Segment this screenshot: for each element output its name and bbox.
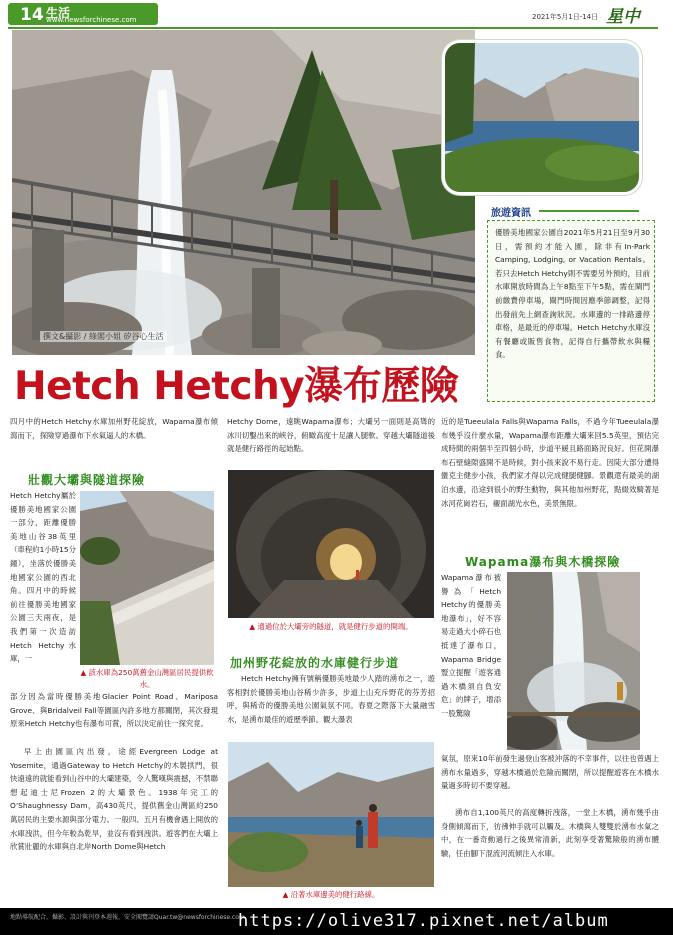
photo-tunnel <box>228 470 434 618</box>
page-header <box>0 0 673 28</box>
subheading-dam-tunnel: 壯觀大壩與隧道探險 <box>28 473 146 487</box>
photo-credit: 撰文&攝影 / 綠閣小姐 矽谷心生活 <box>40 331 167 342</box>
newspaper-logo: 星中 <box>606 7 640 27</box>
hero-photo-waterfall-bridge <box>12 30 475 355</box>
column3-top-paragraph: 近的是Tueeulala Falls與Wapama Falls，不過今年Tueeulala瀑布幾乎沒什麼水量，Wapama瀑布距離大壩來回5.5英里，預估完成時間的兩個半至四個小時，步道平緩且路面路況良好。但花開瀑布石壁縫隙盛開不是時候，對小孩來說不易行走。因陡大部分遭得蠻克主健步小孩，我們家才得以完成健腿健腳。景觀還有最美的湖泊水邊，沿途到很小的野生動物，與其他加州野花，點綴效騎著是冰河花崗岩石，襯面湖光水色，美景無限。 <box>441 417 659 508</box>
column3-body-continued: 氣氛，原來10年前發生過登山客被沖落的不幸事件，以往也曾遇上湧布水量過多，穿越木橋過於危險而關閉，所以提醒遊客在木橋水量過多時切不要穿越。 <box>441 754 659 791</box>
photo-dam <box>80 491 214 665</box>
header-rule <box>8 27 658 29</box>
caption-tunnel: ▲ 通過位於大壩旁的隧道，就是健行步道的開端。 <box>249 622 413 631</box>
page-number: 14 <box>20 5 44 25</box>
photo-trail <box>228 742 434 887</box>
travel-info-heading <box>491 204 631 219</box>
inset-photo-reservoir <box>442 40 642 195</box>
column3-body-narrow: Wapama瀑布被譽為「Hetch Hetchy的優勝美地瀑布」，好不容易走過大小碎石也抵達了瀑布口，Wapama Bridge豎立提醒「遊客通過木橋須自負安危」的牌子，增添一股驚險 <box>441 573 501 718</box>
footer-note: 地點導航配合，攝影、設計與刊登本週報，安全閱覽請Quar.tw@newsforchinese.com <box>10 914 245 921</box>
issue-date: 2021年5月1日-14日 <box>532 13 599 21</box>
column3-body-final: 湧布自1,100英尺的高度轉折洩落，一堂上木橋，湧布幾乎由身側傾瀉而下，彷彿伸手就可以觸及。木橋與人雙雙於湧布水氣之中，在一番奇動過行之後異常清新，此刻享受著驚險般的湧布體驗，任由腳下混流河流傾注入水庫。 <box>441 808 659 858</box>
travel-info-rule <box>539 210 639 212</box>
album-watermark-url: https://olive317.pixnet.net/album <box>238 911 609 931</box>
column1-body-narrow: Hetch Hetchy屬於優勝美地國家公園一部分，距離優勝美地山谷38英里（車程約1小時15分鐘），坐落於優勝美地國家公園的西北角。四月中的時候前往優勝美地國家公園三天兩夜，是我們第一次造訪Hetch Hetchy水庫，一 <box>10 491 76 664</box>
site-url: www.newsforchinese.com <box>46 16 137 24</box>
intro-paragraph: 四月中的Hetch Hetchy水庫加州野花綻放，Wapama瀑布傾瀉而下，探險穿過瀑布下水氣逼人的木橋。 <box>10 417 218 440</box>
subheading-wildflower-trail: 加州野花綻放的水庫健行步道 <box>230 656 400 670</box>
column1-body-continued: 部分因為當時優勝美地Glacier Point Road、Mariposa Grove、與Bridalveil Fall等園區內許多地方都關閉，其次發現原來Hetch Hetchy也有瀑布可賞，所以決定前往一探究竟。 <box>10 692 218 729</box>
subheading-wapama-bridge: Wapama瀑布與木橋探險 <box>465 555 621 569</box>
column1-body-final: 早上由園區內出發，途經Evergreen Lodge at Yosemite，通過Gateway to Hetch Hetchy的木製拱門，很快遠遠的就能看到山谷中的大壩建築，令人驚嘆與震撼，不禁聯想起迪士尼Frozen 2的大壩景色。1938年完工的O’Shaughnessy Dam，高430英尺，提供舊金山灣區約250萬居民的主要水源與部分電力。一般四、五月有機會遇上開放的水庫洩洪，但今年較為乾旱，並沒有看到洩洪。遊客們在大壩上欣賞壯麗的水庫與自北岸North Dome與Hetch <box>10 747 218 852</box>
caption-dam: ▲ 該水庫為250萬舊金山灣區居民提供飲水。 <box>80 668 214 689</box>
photo-wapama-falls <box>507 572 640 750</box>
travel-info-title: 旅遊資訊 <box>491 208 531 219</box>
footer-bar <box>0 908 673 935</box>
column2-top-paragraph: Hetchy Dome，遠眺Wapama瀑布；大壩另一面則是高聳的冰川切鑿出來的峽谷，俯瞰高度十足讓人腿軟。穿越大壩隧道後就是健行路徑的起始點。 <box>227 417 435 454</box>
section-tab <box>8 3 158 25</box>
travel-info-body: 優勝美地國家公園自2021年5月21日至9月30日，需預約才能入園，除非有In-Park Camping, Lodging, or Vacation Rentals。若只去Hetch Hetchy則不需要另外預約，目前水庫開放時間為上午8點至下午5點，需在閘門前繳費停車場，閘門時間因應季節調整，記得出發前先上網查詢狀況。水庫邊的一排路邊停車格，是最近的停車場。Hetch Hetchy水庫沒有餐廳或販售食物，記得自行攜帶飲水與糧食。 <box>495 228 650 360</box>
column2-body: Hetch Hetchy擁有號稱優勝美地最少人踏的湧布之一，遊客相對於優勝美地山谷稀少許多，步道上山充斥野花的芬芳招呼，與稀奇的優勝美地公園氣氛不同。春夏之際落下大量融雪水，是湧布最佳的遊歷季節。觀大瀑表 <box>227 674 435 724</box>
article-title: Hetch Hetchy瀑布歷險 <box>14 364 459 409</box>
section-name: 生活 <box>46 6 71 20</box>
caption-trail: ▲ 沿著水庫邊美的健行路線。 <box>282 890 380 899</box>
